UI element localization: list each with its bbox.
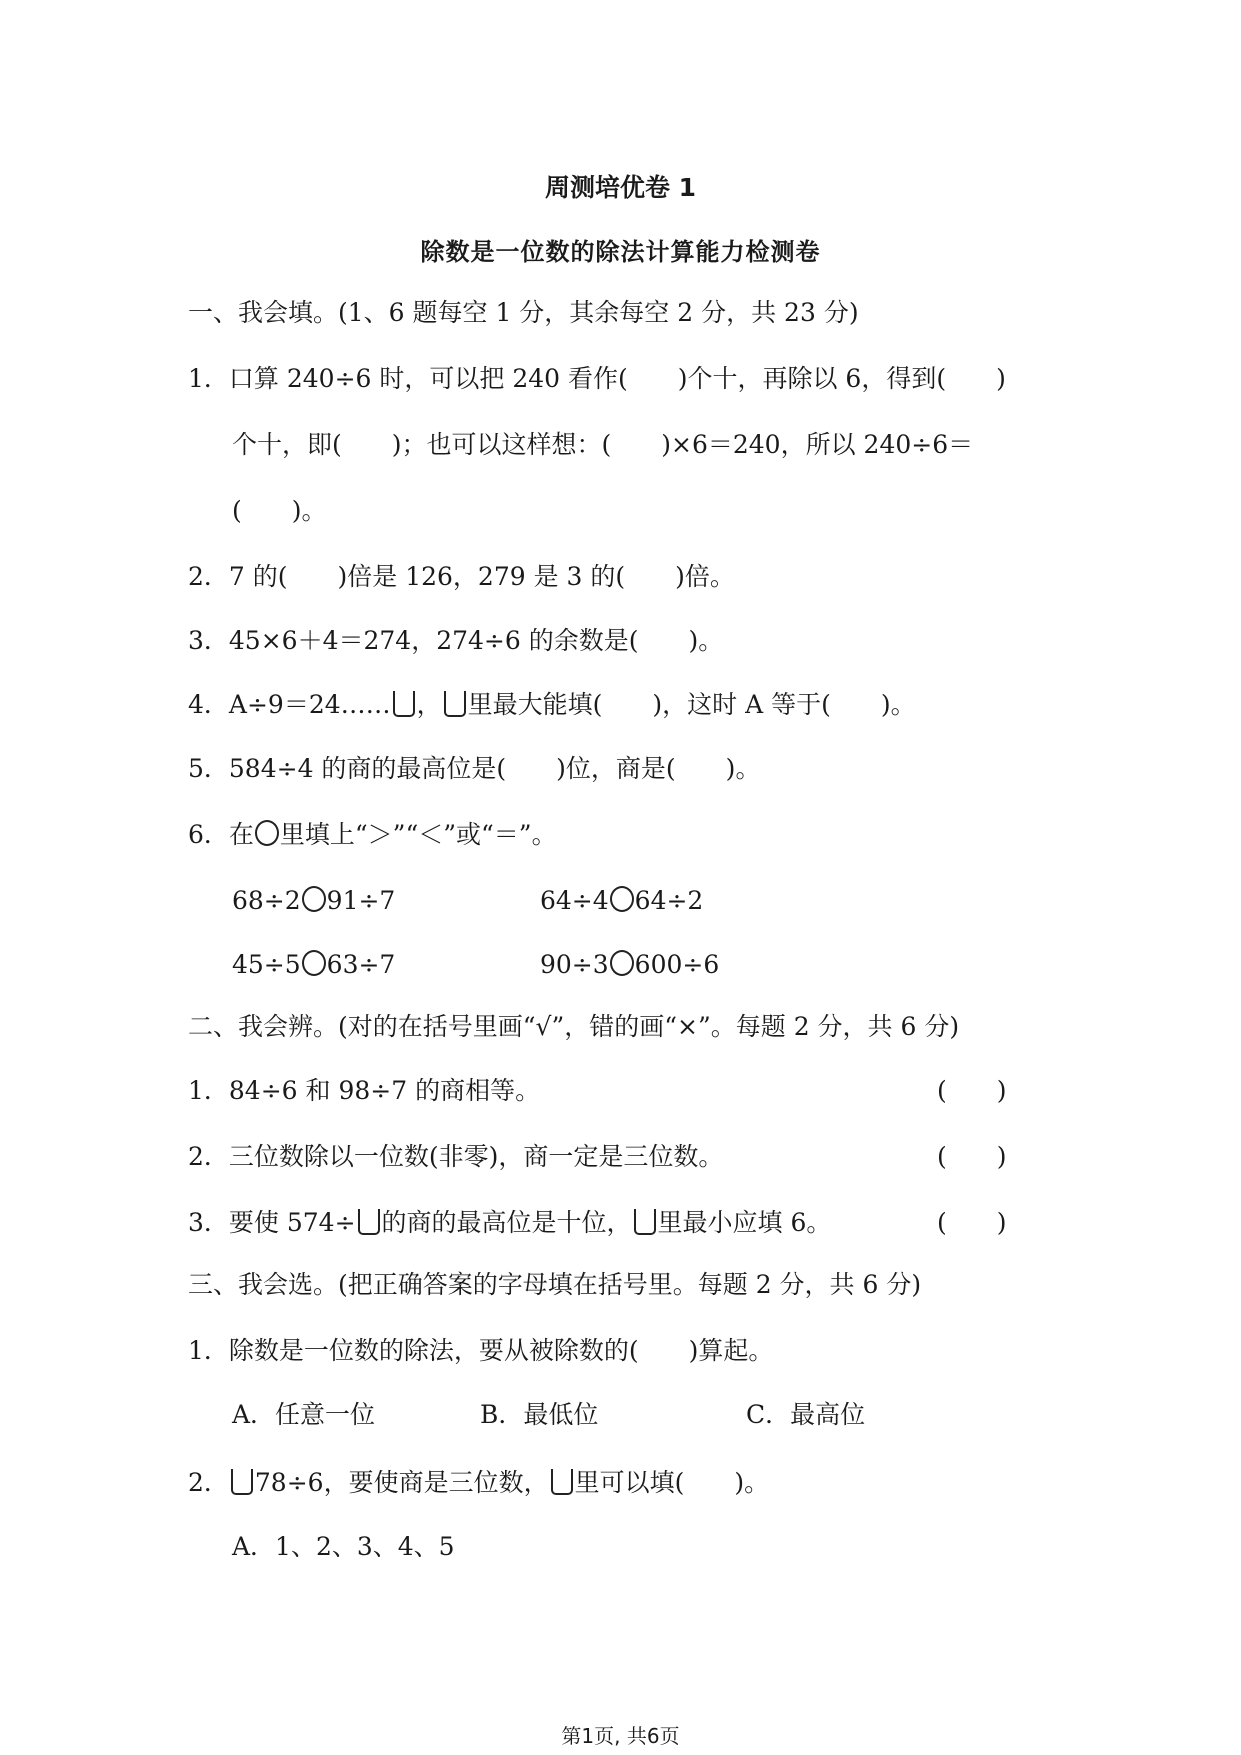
s3-q2-part2: 78÷6，要使商是三位数， [254, 1468, 549, 1497]
s3-q1-option-a: A．任意一位 [232, 1400, 376, 1429]
s2-q1: 1．84÷6 和 98÷7 的商相等。 [188, 1076, 541, 1105]
comparison-right: 600÷6 [634, 950, 720, 979]
s3-q1-option-b: B．最低位 [480, 1400, 599, 1429]
answer-paren: ( ) [937, 1208, 1007, 1237]
s3-q2-part1: 2． [188, 1468, 229, 1497]
s2-q3-part1: 3．要使 574÷ [188, 1208, 356, 1237]
s1-q4-part3: 里最大能填( )，这时 A 等于( )。 [467, 690, 916, 719]
s1-q1-line2: 个十，即( )；也可以这样想：( )×6＝240，所以 240÷6＝ [232, 430, 974, 459]
blank-box-icon [358, 1209, 380, 1235]
s1-q4-part1: 4．A÷9＝24…… [188, 690, 391, 719]
s3-q2 [188, 1466, 769, 1500]
comparison-item [232, 948, 395, 982]
comparison-right: 64÷2 [634, 886, 704, 915]
comparison-left: 64÷4 [540, 886, 609, 915]
s1-q4 [188, 688, 916, 722]
comparison-left: 45÷5 [232, 950, 301, 979]
comparison-item [540, 948, 719, 982]
s3-q1-option-c: C．最高位 [746, 1400, 866, 1429]
blank-circle-icon [302, 886, 326, 912]
blank-box-icon [393, 691, 415, 717]
comparison-right: 91÷7 [326, 886, 396, 915]
s1-q4-part2: ， [416, 690, 442, 719]
s1-q2: 2．7 的( )倍是 126，279 是 3 的( )倍。 [188, 562, 735, 591]
blank-box-icon [444, 691, 466, 717]
s3-q2-option-a: A．1、2、3、4、5 [232, 1532, 455, 1561]
section3-heading: 三、我会选。(把正确答案的字母填在括号里。每题 2 分，共 6 分) [188, 1270, 922, 1299]
s1-q6-part1: 6．在 [188, 820, 254, 849]
s2-q3-part3: 里最小应填 6。 [657, 1208, 832, 1237]
answer-paren: ( ) [937, 1076, 1007, 1105]
s1-q1-line1: 1．口算 240÷6 时，可以把 240 看作( )个十，再除以 6，得到( ) [188, 364, 1006, 393]
s2-q3 [188, 1206, 831, 1240]
s1-q3: 3．45×6＋4＝274，274÷6 的余数是( )。 [188, 626, 724, 655]
blank-box-icon [551, 1469, 573, 1495]
s1-q6-part2: 里填上“＞”“＜”或“＝”。 [279, 820, 557, 849]
section2-heading: 二、我会辨。(对的在括号里画“√”，错的画“×”。每题 2 分，共 6 分) [188, 1012, 960, 1041]
comparison-left: 68÷2 [232, 886, 301, 915]
blank-box-icon [231, 1469, 253, 1495]
blank-box-icon [634, 1209, 656, 1235]
s3-q1-stem: 1．除数是一位数的除法，要从被除数的( )算起。 [188, 1336, 774, 1365]
s3-q2-part3: 里可以填( )。 [574, 1468, 770, 1497]
s2-q2: 2．三位数除以一位数(非零)，商一定是三位数。 [188, 1142, 724, 1171]
s2-q3-part2: 的商的最高位是十位， [381, 1208, 632, 1237]
blank-circle-icon [302, 950, 326, 976]
blank-circle-icon [255, 820, 279, 846]
comparison-item [540, 884, 703, 918]
s1-q1-line3: ( )。 [232, 496, 327, 525]
page-title: 周测培优卷 1 [544, 173, 697, 202]
blank-circle-icon [610, 950, 634, 976]
s1-q5: 5．584÷4 的商的最高位是( )位，商是( )。 [188, 754, 761, 783]
comparison-left: 90÷3 [540, 950, 609, 979]
section1-heading: 一、我会填。(1、6 题每空 1 分，其余每空 2 分，共 23 分) [188, 298, 859, 327]
page-footer: 第1页, 共6页 [561, 1724, 680, 1748]
blank-circle-icon [610, 886, 634, 912]
page-subtitle: 除数是一位数的除法计算能力检测卷 [420, 238, 821, 266]
s1-q6 [188, 818, 557, 852]
answer-paren: ( ) [937, 1142, 1007, 1171]
comparison-item [232, 884, 395, 918]
comparison-right: 63÷7 [326, 950, 396, 979]
